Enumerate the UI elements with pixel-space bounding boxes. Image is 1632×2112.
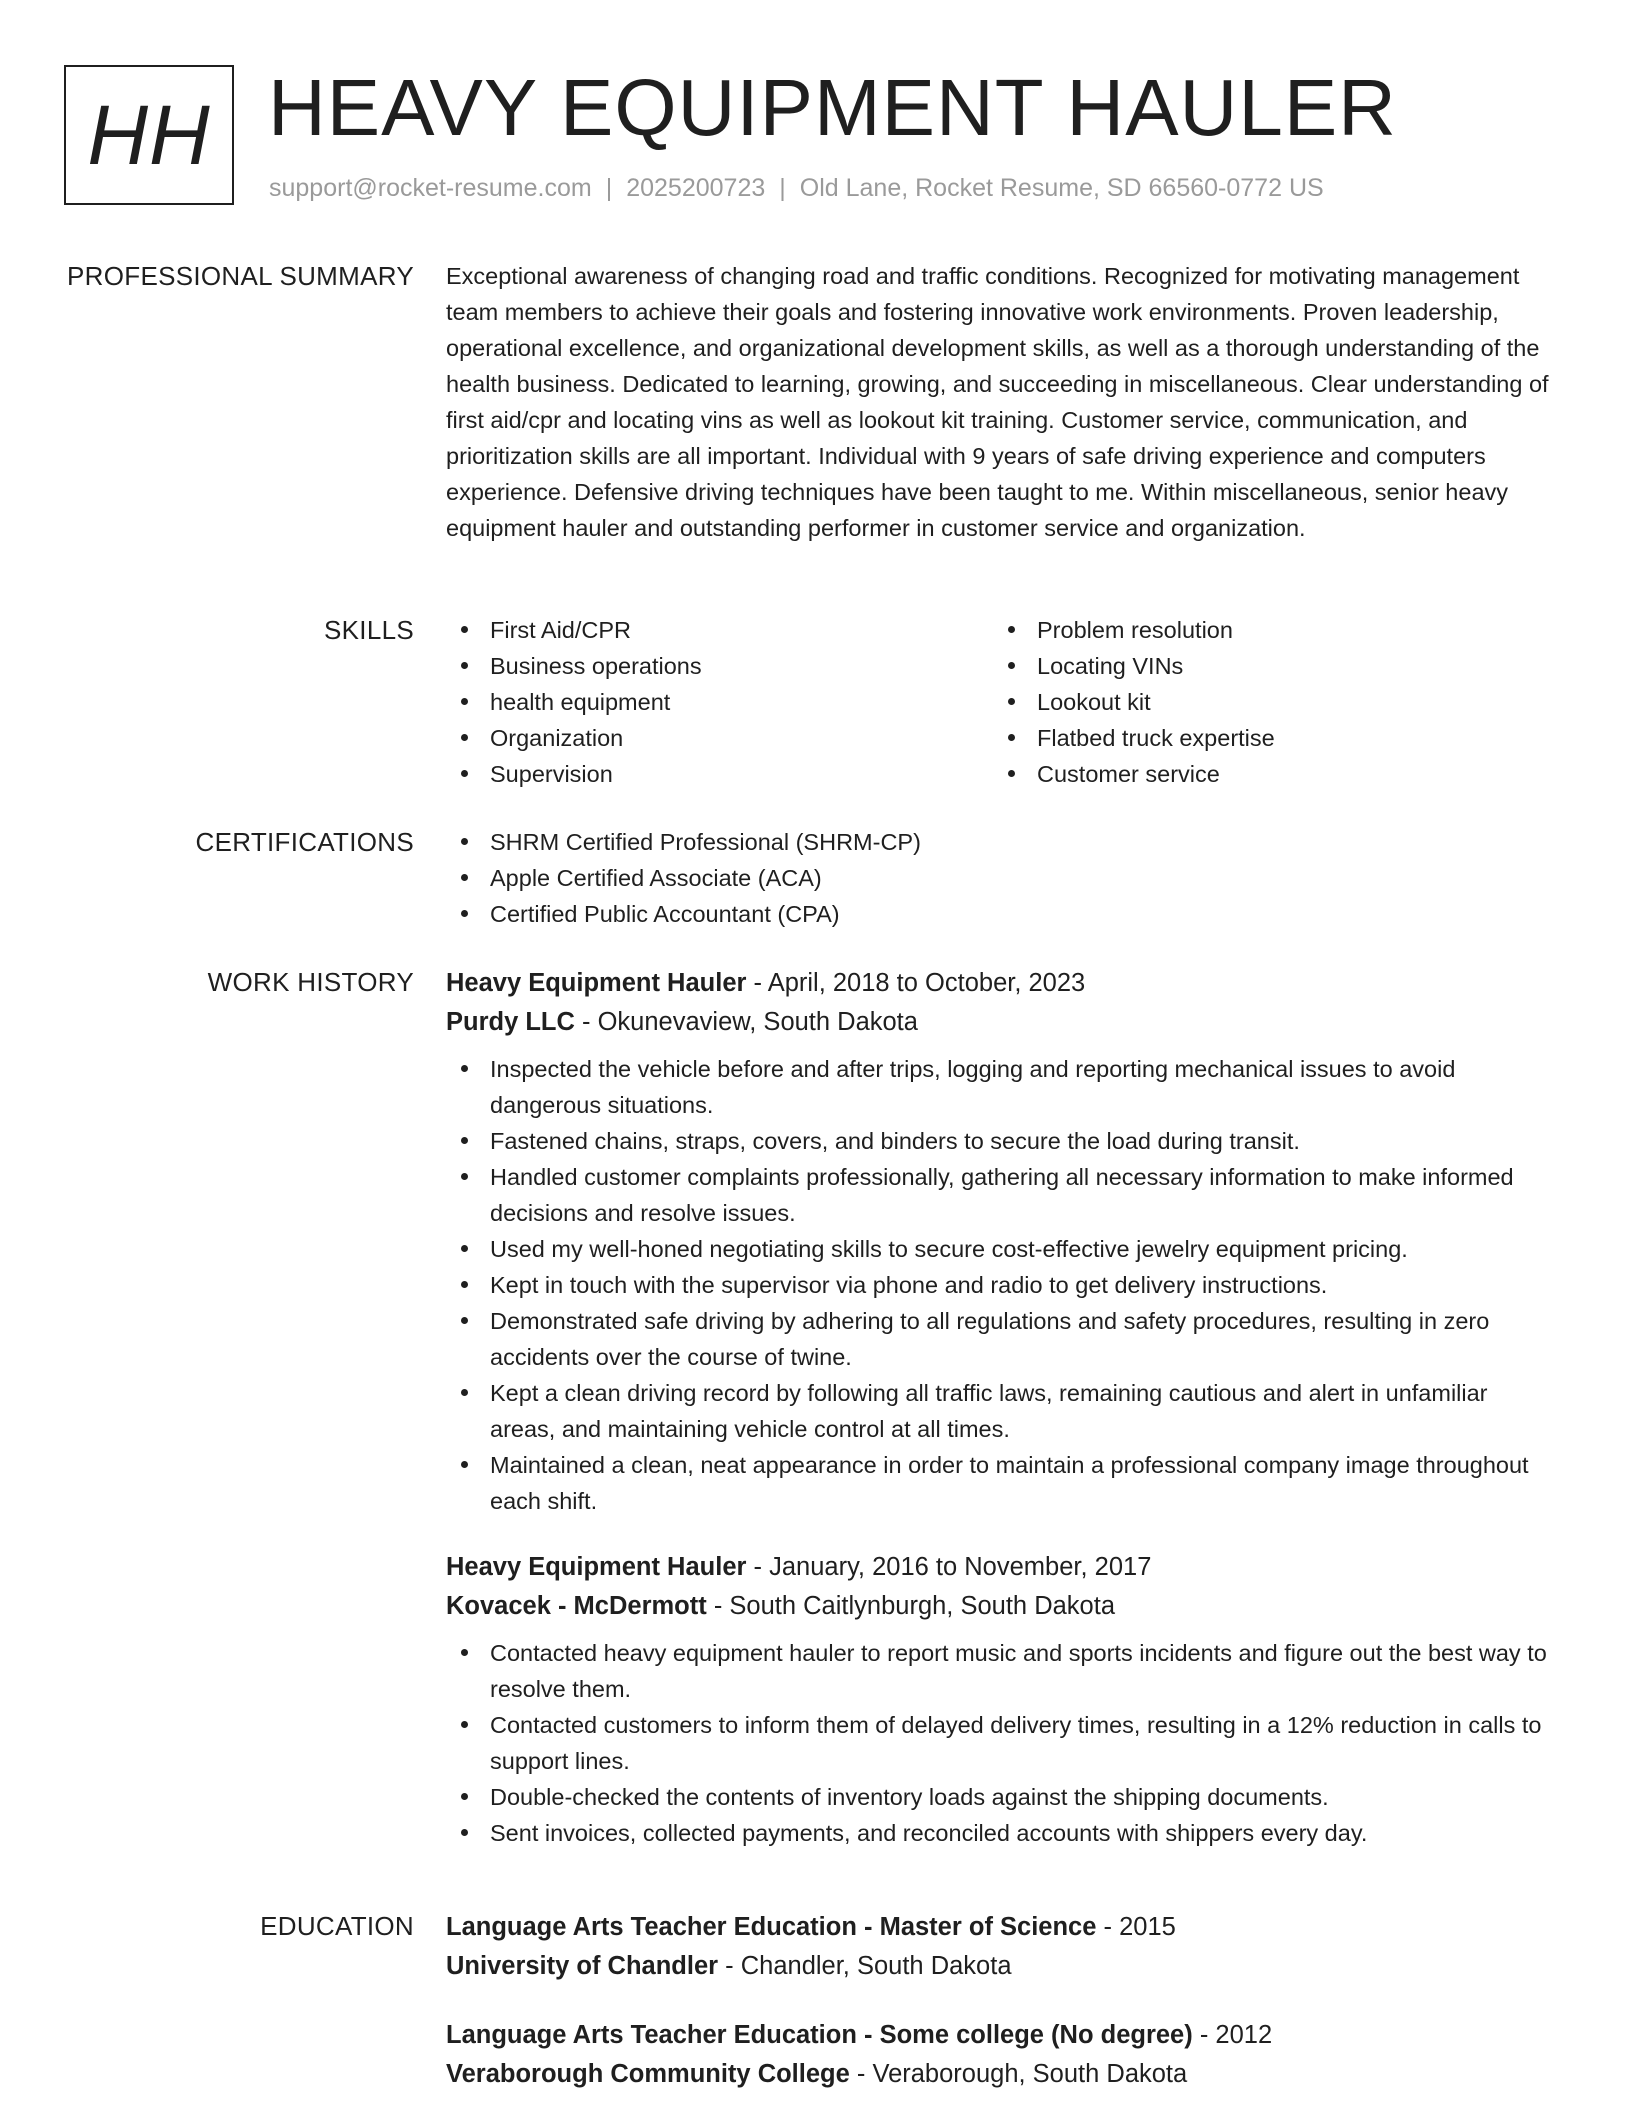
education-year: 2012 xyxy=(1215,2021,1273,2049)
job-entry xyxy=(446,964,1556,1519)
resume-header xyxy=(64,64,1592,214)
section-heading: CERTIFICATIONS xyxy=(195,827,414,857)
monogram-logo: HH xyxy=(64,65,234,205)
job-company: Kovacek - McDermott xyxy=(446,1592,707,1620)
job-location: Okunevaview, South Dakota xyxy=(597,1008,918,1036)
education-degree-line: Language Arts Teacher Education - Some college (No degree) - 2012 xyxy=(446,2021,1273,2049)
skill-item: Customer service xyxy=(993,756,1540,792)
education-body xyxy=(446,1908,1556,2094)
skill-item: Organization xyxy=(446,720,993,756)
job-bullet: Handled customer complaints professionally, gathering all necessary information to make informed decisions and resolve issues. xyxy=(446,1159,1556,1231)
job-location: South Caitlynburgh, South Dakota xyxy=(729,1592,1115,1620)
job-company-line: Kovacek - McDermott - South Caitlynburgh, South Dakota xyxy=(446,1592,1115,1620)
skill-item: Problem resolution xyxy=(993,612,1540,648)
work-history-body xyxy=(446,964,1556,1851)
skill-item: Business operations xyxy=(446,648,993,684)
education-year: 2015 xyxy=(1119,1913,1176,1941)
contact-line xyxy=(269,171,1324,205)
job-company: Purdy LLC xyxy=(446,1008,575,1036)
summary-text: Exceptional awareness of changing road and traffic conditions. Recognized for motivating management team members to achieve their goals and fostering innovative work environments. Proven leadership, operational excellence, and organizational development skills, as well as a thorough understanding of the health business. Dedicated to learning, growing, and succeeding in miscellaneous. Clear understanding of first aid/cpr and locating vins as well as lookout kit training. Customer service, communication, and prioritization skills are all important. Individual with 9 years of safe driving experience and computers experience. Defensive driving techniques have been taught to me. Within miscellaneous, senior heavy equipment hauler and outstanding performer in customer service and organization. xyxy=(446,263,1549,541)
job-bullet: Demonstrated safe driving by adhering to all regulations and safety procedures, resulting in zero accidents over the course of twine. xyxy=(446,1303,1556,1375)
job-bullet: Used my well-honed negotiating skills to secure cost-effective jewelry equipment pricing. xyxy=(446,1231,1556,1267)
job-bullet: Contacted customers to inform them of delayed delivery times, resulting in a 12% reduction in calls to support lines. xyxy=(446,1707,1556,1779)
skill-item: Flatbed truck expertise xyxy=(993,720,1540,756)
job-bullet: Kept a clean driving record by following all traffic laws, remaining cautious and alert in unfamiliar areas, and maintaining vehicle control at all times. xyxy=(446,1375,1556,1447)
education-degree: Language Arts Teacher Education - Master of Science xyxy=(446,1913,1097,1941)
education-school-line: University of Chandler - Chandler, South Dakota xyxy=(446,1952,1012,1980)
job-bullet-list xyxy=(446,1635,1556,1851)
education-entry xyxy=(446,2016,1556,2094)
job-bullet: Maintained a clean, neat appearance in order to maintain a professional company image throughout each shift. xyxy=(446,1447,1556,1519)
section-heading: EDUCATION xyxy=(260,1911,414,1941)
candidate-name: HEAVY EQUIPMENT HAULER xyxy=(268,63,1397,152)
education-degree: Language Arts Teacher Education - Some college (No degree) xyxy=(446,2021,1193,2049)
job-bullet: Sent invoices, collected payments, and reconciled accounts with shippers every day. xyxy=(446,1815,1556,1851)
section-heading: SKILLS xyxy=(324,615,414,645)
skill-item: health equipment xyxy=(446,684,993,720)
certification-item: Apple Certified Associate (ACA) xyxy=(446,860,1556,896)
job-title: Heavy Equipment Hauler xyxy=(446,1553,747,1581)
education-school-line: Veraborough Community College - Veraborough, South Dakota xyxy=(446,2060,1188,2088)
job-title: Heavy Equipment Hauler xyxy=(446,969,747,997)
contact-address: Old Lane, Rocket Resume, SD 66560-0772 US xyxy=(799,174,1324,202)
skills-list-right xyxy=(993,612,1540,792)
certifications-body xyxy=(446,824,1556,932)
contact-email: support@rocket-resume.com xyxy=(269,174,592,202)
job-entry xyxy=(446,1548,1556,1851)
certifications-list xyxy=(446,824,1556,932)
education-location: Chandler, South Dakota xyxy=(740,1952,1012,1980)
job-bullet-list xyxy=(446,1051,1556,1519)
skill-item: Locating VINs xyxy=(993,648,1540,684)
skills-grid xyxy=(446,612,1556,792)
skill-item: First Aid/CPR xyxy=(446,612,993,648)
job-dates: January, 2016 to November, 2017 xyxy=(769,1553,1152,1581)
education-location: Veraborough, South Dakota xyxy=(872,2060,1188,2088)
job-bullet: Double-checked the contents of inventory loads against the shipping documents. xyxy=(446,1779,1556,1815)
skill-item: Supervision xyxy=(446,756,993,792)
contact-phone: 2025200723 xyxy=(626,174,766,202)
job-title-line: Heavy Equipment Hauler - January, 2016 to November, 2017 xyxy=(446,1553,1152,1581)
skill-item: Lookout kit xyxy=(993,684,1540,720)
job-bullet: Fastened chains, straps, covers, and binders to secure the load during transit. xyxy=(446,1123,1556,1159)
job-dates: April, 2018 to October, 2023 xyxy=(767,969,1086,997)
job-title-line: Heavy Equipment Hauler - April, 2018 to October, 2023 xyxy=(446,969,1086,997)
section-heading: WORK HISTORY xyxy=(207,967,414,997)
contact-separator: | xyxy=(779,174,786,202)
education-degree-line: Language Arts Teacher Education - Master of Science - 2015 xyxy=(446,1913,1176,1941)
education-school: Veraborough Community College xyxy=(446,2060,850,2088)
job-bullet: Kept in touch with the supervisor via phone and radio to get delivery instructions. xyxy=(446,1267,1556,1303)
education-school: University of Chandler xyxy=(446,1952,719,1980)
certification-item: Certified Public Accountant (CPA) xyxy=(446,896,1556,932)
job-bullet: Inspected the vehicle before and after trips, logging and reporting mechanical issues to avoid dangerous situations. xyxy=(446,1051,1556,1123)
contact-separator: | xyxy=(605,174,613,202)
section-heading: PROFESSIONAL SUMMARY xyxy=(67,261,414,291)
education-entry xyxy=(446,1908,1556,1986)
certification-item: SHRM Certified Professional (SHRM-CP) xyxy=(446,824,1556,860)
job-bullet: Contacted heavy equipment hauler to report music and sports incidents and figure out the best way to resolve them. xyxy=(446,1635,1556,1707)
skills-list-left xyxy=(446,612,993,792)
job-company-line: Purdy LLC - Okunevaview, South Dakota xyxy=(446,1008,918,1036)
